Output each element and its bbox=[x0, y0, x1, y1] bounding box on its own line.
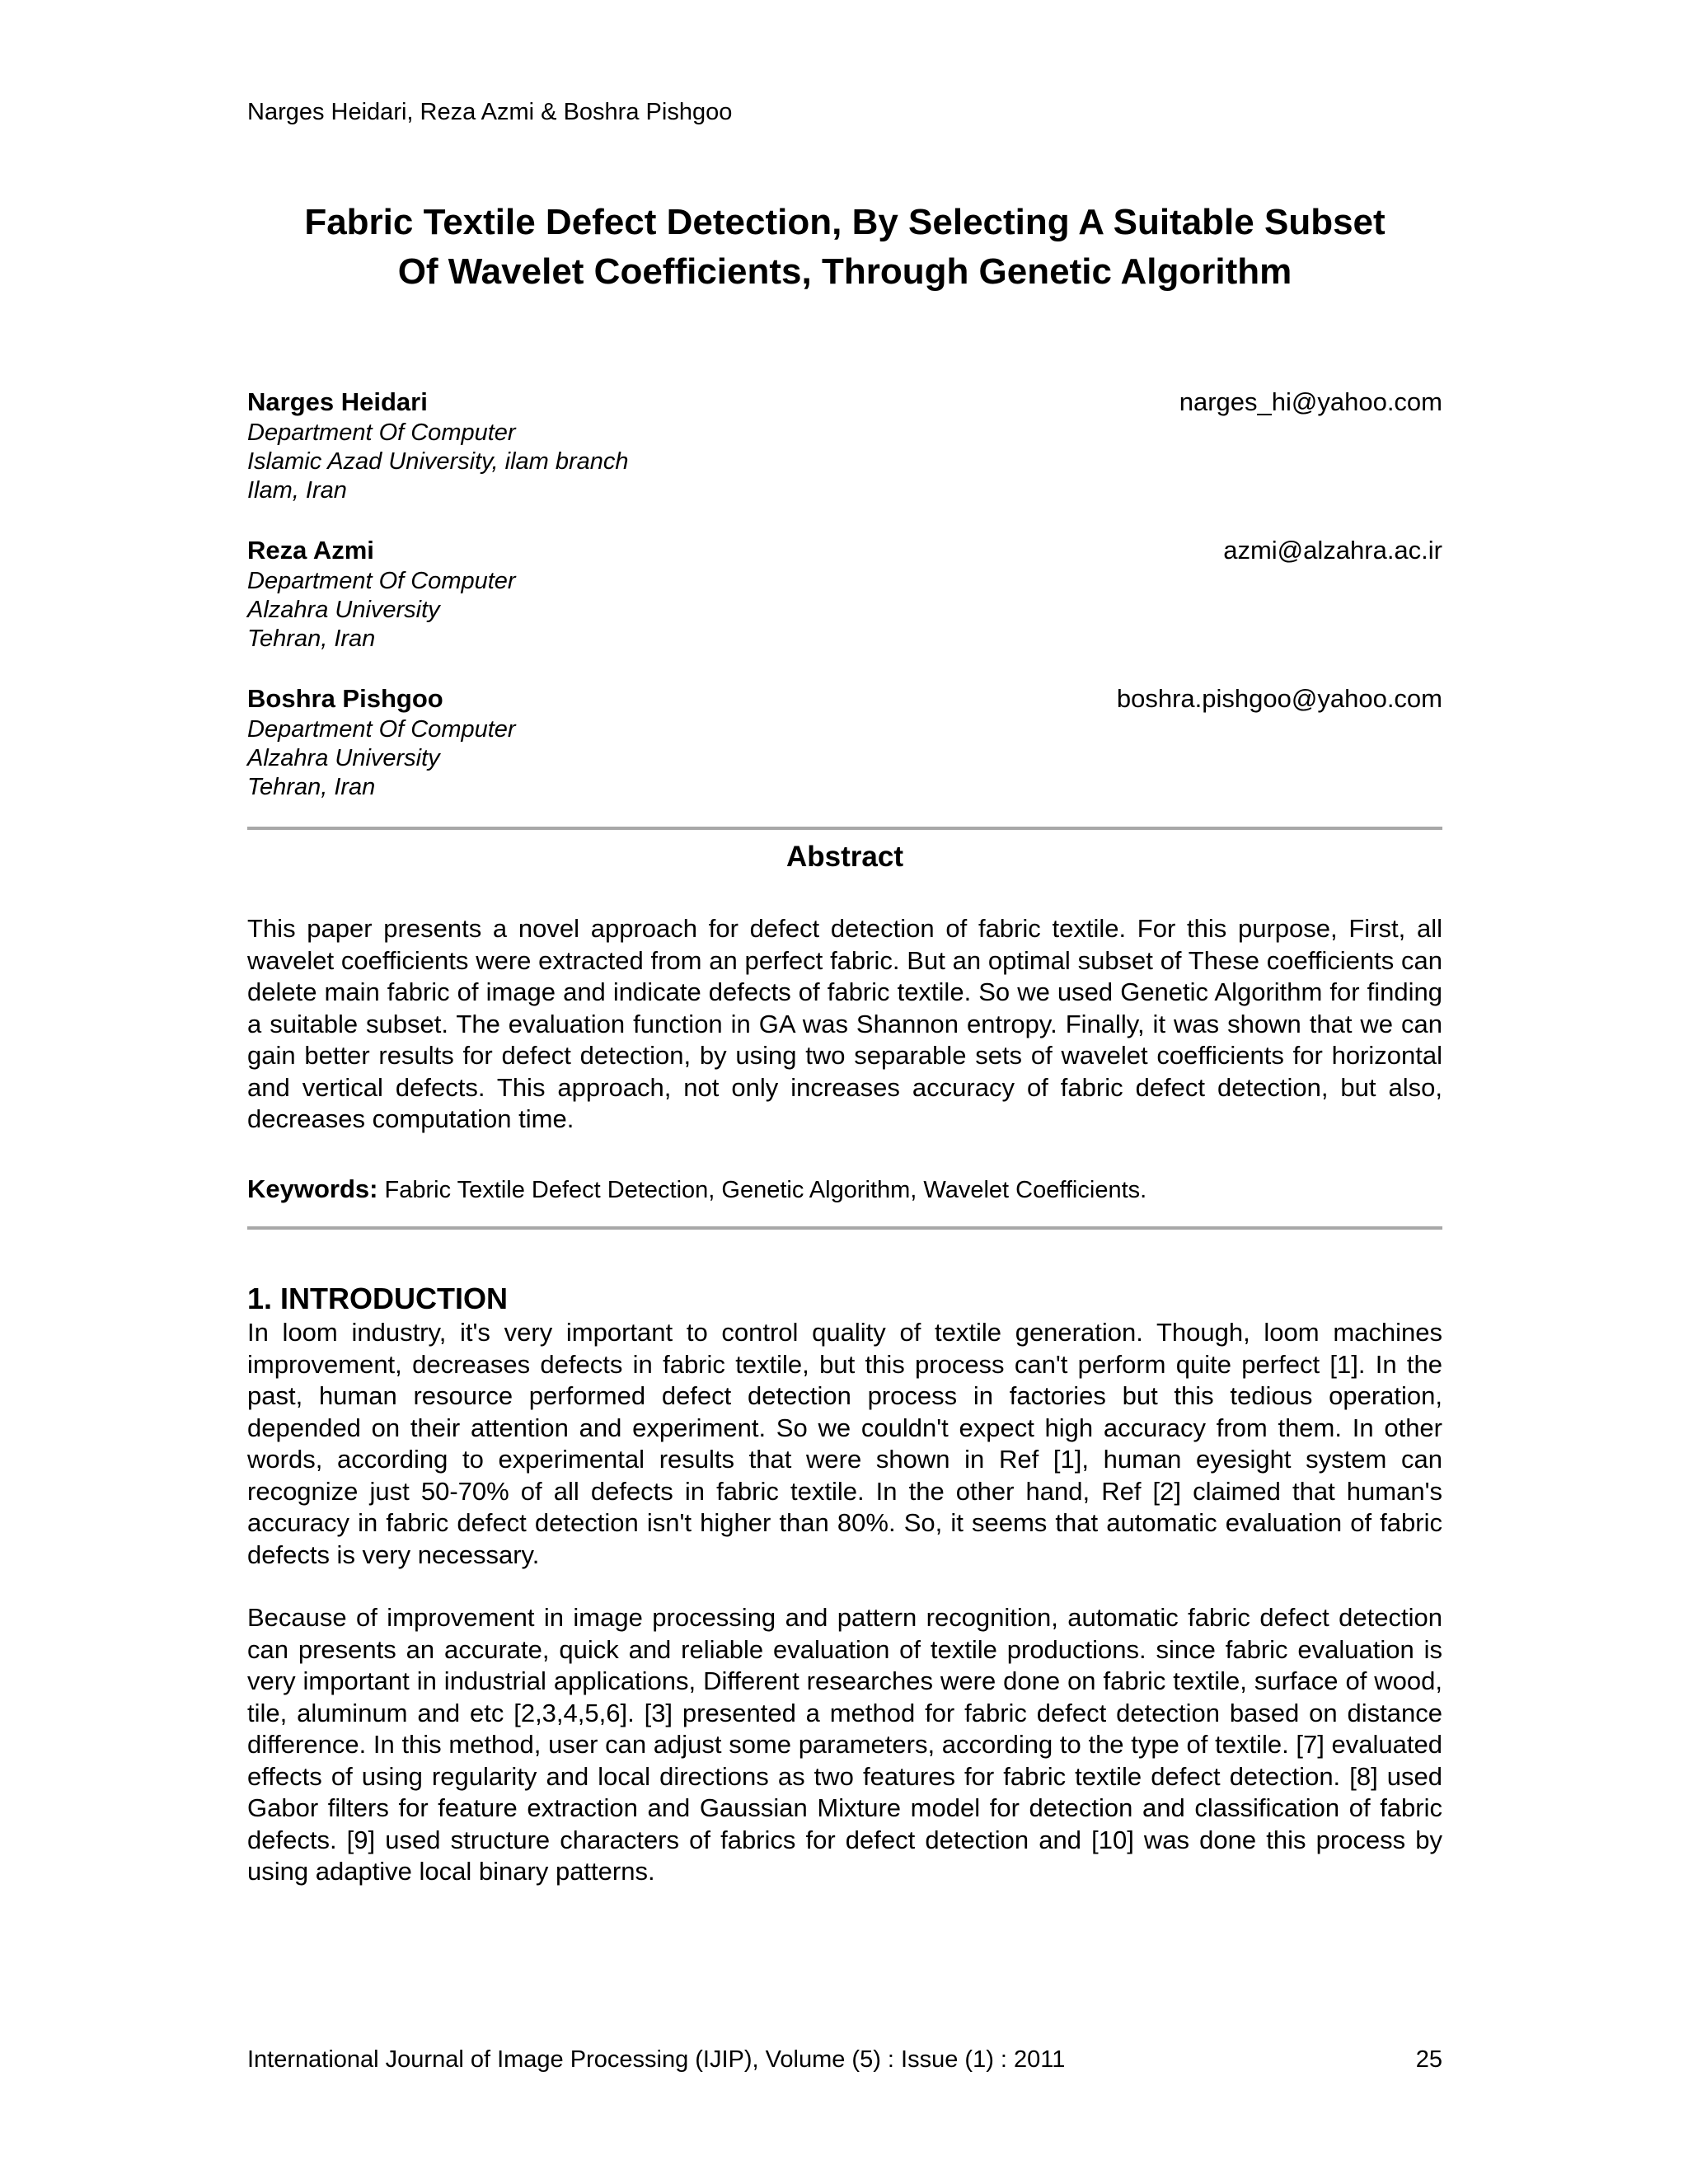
author-block bbox=[247, 534, 1442, 654]
keywords-line bbox=[247, 1174, 1442, 1204]
title-line: Fabric Textile Defect Detection, By Selecting A Suitable Subset bbox=[304, 202, 1386, 242]
author-location: Tehran, Iran bbox=[247, 774, 376, 800]
author-department: Department Of Computer bbox=[247, 419, 516, 446]
author-institution: Alzahra University bbox=[247, 597, 440, 623]
author-block bbox=[247, 682, 1442, 802]
abstract-heading: Abstract bbox=[786, 841, 903, 873]
divider-rule bbox=[247, 827, 1442, 830]
page-number: 25 bbox=[1415, 2046, 1442, 2073]
author-name: Boshra Pishgoo bbox=[247, 684, 443, 713]
author-block bbox=[247, 386, 1442, 505]
author-location: Tehran, Iran bbox=[247, 626, 376, 652]
author-location: Ilam, Iran bbox=[247, 477, 347, 504]
intro-paragraph: Because of improvement in image processing and pattern recognition, automatic fabric defect detection can presents an accurate, quick and reliable evaluation of textile productions. since fabric evaluation is very important in industrial applications, Different researches were done on fabric textile, surface of wood, tile, aluminum and etc [2,3,4,5,6]. [3] presented a method for fabric defect detection based on distance difference. In this method, user can adjust some parameters, according to the type of textile. [7] evaluated effects of using regularity and local directions as two features for fabric textile defect detection. [8] used Gabor filters for feature extraction and Gaussian Mixture model for detection and classification of fabric defects. [9] used structure characters of fabrics for defect detection and [10] was done this process by using adaptive local binary patterns. bbox=[247, 1603, 1442, 1886]
author-institution: Islamic Azad University, ilam branch bbox=[247, 448, 629, 475]
abstract-text: This paper presents a novel approach for defect detection of fabric textile. For this purpose, First, all wavelet coefficients were extracted from an perfect fabric. But an optimal subset of These coefficients can delete main fabric of image and indicate defects of fabric textile. So we used Genetic Algorithm for finding a suitable subset. The evaluation function in GA was Shannon entropy. Finally, it was shown that we can gain better results for defect detection, by using two separable sets of wavelet coefficients for horizontal and vertical defects. This approach, not only increases accuracy of fabric defect detection, but also, decreases computation time. bbox=[247, 914, 1442, 1133]
author-email[interactable]: azmi@alzahra.ac.ir bbox=[1223, 536, 1442, 565]
divider-rule bbox=[247, 1226, 1442, 1230]
footer-journal: International Journal of Image Processing (IJIP), Volume (5) : Issue (1) : 2011 bbox=[247, 2046, 1066, 2073]
keywords-label: Keywords: bbox=[247, 1174, 378, 1203]
author-institution: Alzahra University bbox=[247, 745, 440, 771]
author-department: Department Of Computer bbox=[247, 568, 516, 594]
section-heading-introduction: 1. INTRODUCTION bbox=[247, 1282, 509, 1315]
running-head: Narges Heidari, Reza Azmi & Boshra Pishgoo bbox=[247, 99, 733, 125]
intro-paragraph: In loom industry, it's very important to control quality of textile generation. Though, loom machines improvement, decreases defects in fabric textile, but this process can't perform quite perfect [1]. In the past, human resource performed defect detection process in factories but this tedious operation, depended on their attention and experiment. So we couldn't expect high accuracy from them. In other words, according to experimental results that were shown in Ref [1], human eyesight system can recognize just 50-70% of all defects in fabric textile. In the other hand, Ref [2] claimed that human's accuracy in fabric defect detection isn't higher than 80%. So, it seems that automatic evaluation of fabric defects is very necessary. bbox=[247, 1318, 1442, 1569]
page-footer bbox=[247, 2046, 1442, 2074]
title-line: Of Wavelet Coefficients, Through Genetic Algorithm bbox=[397, 251, 1292, 292]
author-name: Narges Heidari bbox=[247, 387, 428, 416]
paper-title bbox=[206, 198, 1484, 297]
author-department: Department Of Computer bbox=[247, 716, 516, 743]
author-name: Reza Azmi bbox=[247, 536, 374, 565]
author-email[interactable]: narges_hi@yahoo.com bbox=[1179, 387, 1442, 416]
keywords-text: Fabric Textile Defect Detection, Genetic Algorithm, Wavelet Coefficients. bbox=[384, 1177, 1147, 1203]
author-email[interactable]: boshra.pishgoo@yahoo.com bbox=[1116, 684, 1442, 713]
